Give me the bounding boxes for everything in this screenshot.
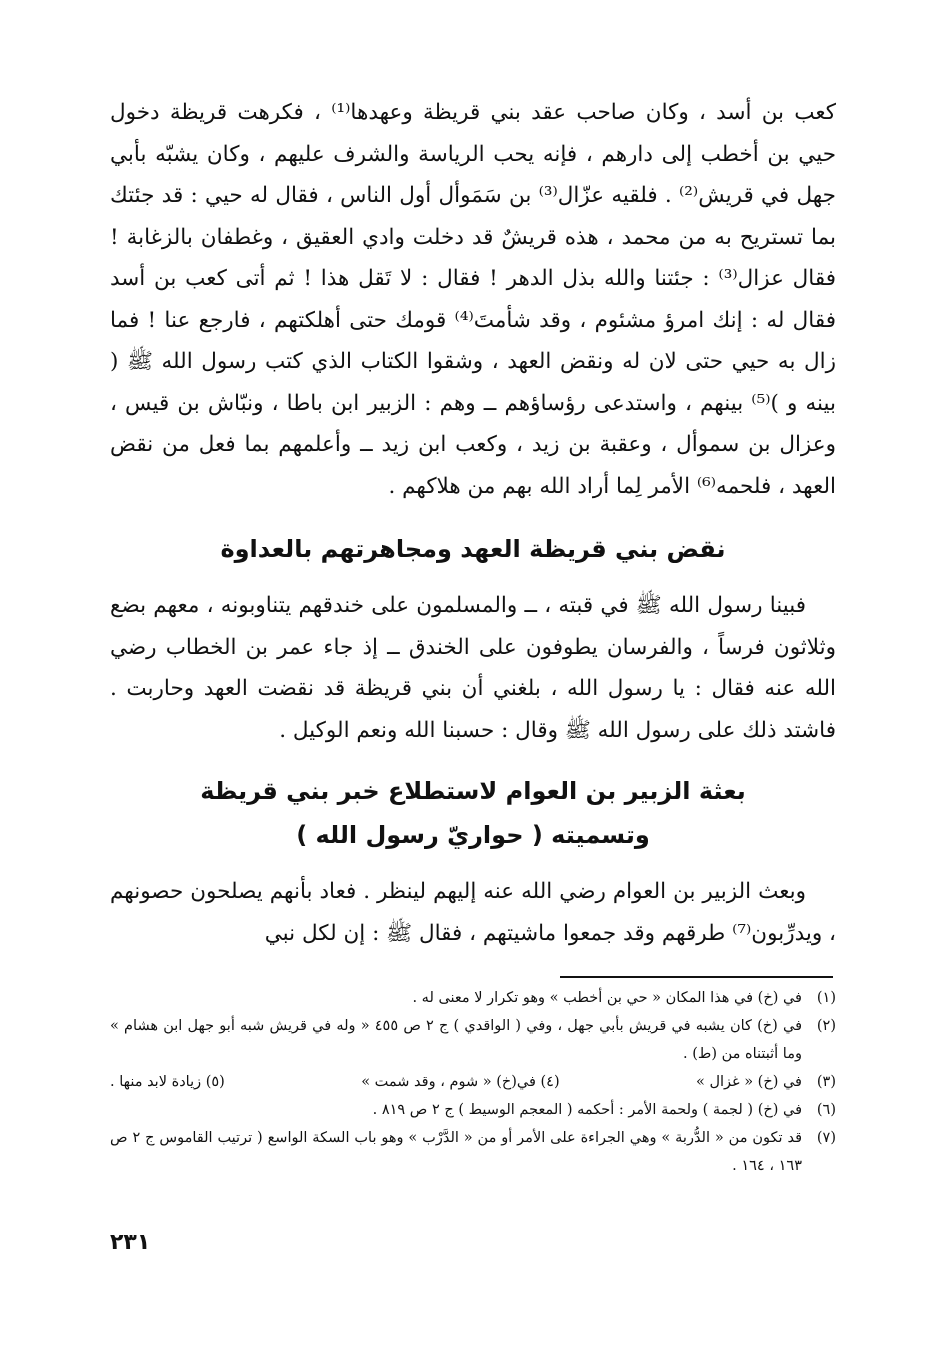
footnote-2 bbox=[110, 1012, 836, 1068]
footnote-text: في (خ) ( لجمة ) ولحمة الأمر : أحكمه ( المعجم الوسيط ) ج ٢ ص ٨١٩ . bbox=[372, 1102, 802, 1118]
footnote-5-text: (٥) زيادة لابد منها . bbox=[110, 1074, 225, 1090]
page-number: ٢٣١ bbox=[110, 1230, 151, 1255]
footnote-6 bbox=[110, 1096, 836, 1124]
footnote-4-text: (٤) في(خ) « شوم ، وقد شمت » bbox=[361, 1074, 560, 1090]
section-heading-2 bbox=[110, 769, 836, 857]
footnote-3-text: في (خ) « غزال » bbox=[695, 1074, 802, 1090]
paragraph-2: فبينا رسول الله ﷺ في قبته ، ــ والمسلمون على خندقهم يتناوبونه ، معهم بضع وثلاثون فرساً ، والفرسان يطوفون على الخندق ــ إذ جاء عمر بن الخطاب رضي الله عنه فقال : يا رسول الله ، بلغني أن بني قريظة قد نقضت العهد وحاربت . فاشتد ذلك على رسول الله ﷺ وقال : حسبنا الله ونعم الوكيل . bbox=[110, 593, 836, 743]
footnote-number: (٦) bbox=[816, 1102, 836, 1118]
main-text bbox=[110, 92, 836, 954]
footnote-number: (١) bbox=[816, 990, 836, 1006]
section-heading-1: نقض بني قريظة العهد ومجاهرتهم بالعداوة bbox=[220, 535, 726, 563]
footnote-number: (٢) bbox=[816, 1018, 836, 1034]
footnote-text: في (خ) كان يشبه في قريش بأبي جهل ، وفي ( الواقدي ) ج ٢ ص ٤٥٥ « وله في قريش شبه أبو جهل ابن هشام » وما أثبتناه من (ط) . bbox=[110, 1018, 803, 1062]
footnote-text: قد تكون من « الدُّربة » وهي الجراءة على الأمر أو من « الدَّرْب » وهو باب السكة الواسع ( ترتيب القاموس ج ٢ ص ١٦٣ ، ١٦٤ . bbox=[110, 1130, 802, 1174]
section-heading-2-line-1: بعثة الزبير بن العوام لاستطلاع خبر بني قريظة bbox=[200, 777, 746, 805]
footnotes bbox=[110, 984, 836, 1180]
footnote-3-4-5 bbox=[110, 1068, 836, 1096]
footnote-number: (٧) bbox=[816, 1130, 836, 1146]
footnote-7 bbox=[110, 1124, 836, 1180]
footnote-1 bbox=[110, 984, 836, 1012]
section-heading-2-line-2: وتسميته ( حواريّ رسول الله ) bbox=[296, 821, 650, 849]
footnote-separator bbox=[560, 976, 833, 978]
footnote-number: (٣) bbox=[816, 1074, 836, 1090]
paragraph-1: كعب بن أسد ، وكان صاحب عقد بني قريظة وعهدها⁽¹⁾ ، فكرهت قريظة دخول حيي بن أخطب إلى دارهم ، فإنه يحب الرياسة والشرف عليهم ، وكان يشبّه بأبي جهل في قريش⁽²⁾ . فلقيه عزّال⁽³⁾ بن سَمَوأل أول الناس ، فقال له حيي : قد جئتك بما تستريح به من محمد ، هذه قريشٌ قد دخلت وادي العقيق ، وغطفان بالزغابة ! فقال عزال⁽³⁾ : جئتنا والله بذل الدهر ! فقال : لا تَقل هذا ! ثم أتى كعب بن أسد فقال له : إنك امرؤ مشئوم ، وقد شأمتَ⁽⁴⁾ قومك حتى أهلكتهم ، فارجع عنا ! فما زال به حيي حتى لان له ونقض العهد ، وشقوا الكتاب الذي كتب رسول الله ﷺ ( بينه و )⁽⁵⁾ بينهم ، واستدعى رؤساؤهم ــ وهم : الزبير ابن باطا ، ونبّاش بن قيس ، وعزال بن سموأل ، وعقبة بن زيد ، وكعب ابن زيد ــ وأعلمهم بما فعل من نقض العهد ، فلحمه⁽⁶⁾ الأمر لِما أراد الله بهم من هلاكهم . bbox=[110, 100, 837, 499]
footnote-text: في (خ) في هذا المكان « حي بن أخطب » وهو تكرار لا معنى له . bbox=[412, 990, 802, 1006]
paragraph-3: وبعث الزبير بن العوام رضي الله عنه إليهم لينظر . فعاد بأنهم يصلحون حصونهم ، ويدرِّبون⁽⁷⁾ طرقهم وقد جمعوا ماشيتهم ، فقال ﷺ : إن لكل نبي bbox=[110, 879, 836, 946]
